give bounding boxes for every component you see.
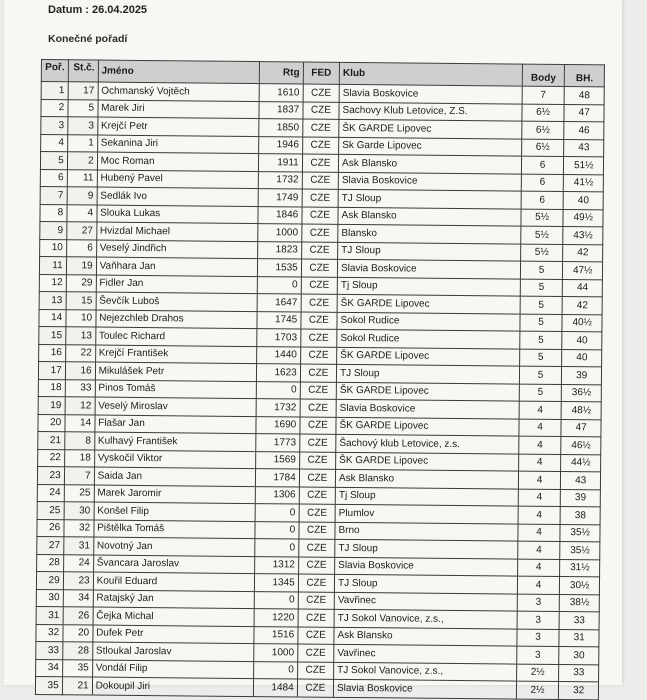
cell-name: Vyskočil Viktor <box>94 450 255 469</box>
cell-bh: 40 <box>562 332 602 350</box>
cell-points: 4 <box>517 541 560 559</box>
cell-points: 4 <box>518 506 561 524</box>
cell-rating: 0 <box>253 661 297 679</box>
cell-club: Vavřinec <box>334 644 517 663</box>
cell-fed: CZE <box>301 312 337 330</box>
cell-rating: 1484 <box>253 679 297 697</box>
cell-rank: 34 <box>36 659 63 677</box>
cell-points: 7 <box>522 86 565 104</box>
cell-points: 2½ <box>516 664 559 682</box>
cell-club: Slavia Boskovice <box>336 399 519 418</box>
cell-rating: 1000 <box>254 644 298 662</box>
cell-fed: CZE <box>301 259 337 277</box>
cell-start-no: 10 <box>66 309 96 327</box>
cell-bh: 43 <box>561 472 601 490</box>
cell-bh: 38 <box>560 507 600 525</box>
cell-bh: 51½ <box>564 157 604 175</box>
cell-points: 5½ <box>520 244 563 262</box>
cell-start-no: 11 <box>67 169 97 187</box>
cell-rank: 9 <box>40 221 67 239</box>
cell-name: Marek Jiri <box>98 100 259 119</box>
cell-points: 5 <box>519 349 562 367</box>
cell-rank: 18 <box>38 379 65 397</box>
cell-club: Slavia Boskovice <box>339 84 522 103</box>
cell-points: 3 <box>516 646 559 664</box>
cell-name: Ratajský Jan <box>93 590 254 609</box>
cell-fed: CZE <box>298 539 334 557</box>
cell-start-no: 22 <box>65 344 95 362</box>
cell-club: Blansko <box>338 224 521 243</box>
cell-rating: 1312 <box>254 556 298 574</box>
cell-start-no: 8 <box>64 432 94 450</box>
cell-fed: CZE <box>299 521 335 539</box>
cell-rank: 2 <box>41 99 68 117</box>
cell-club: Šachový klub Letovice, z.s. <box>336 434 519 453</box>
cell-rating: 1306 <box>255 486 299 504</box>
cell-rank: 27 <box>37 536 64 554</box>
cell-name: Švancara Jaroslav <box>93 555 254 574</box>
cell-start-no: 6 <box>66 239 96 257</box>
cell-rank: 25 <box>37 501 64 519</box>
cell-points: 4 <box>518 454 561 472</box>
cell-club: TJ Sloup <box>336 364 519 383</box>
cell-points: 3 <box>517 629 560 647</box>
cell-points: 4 <box>518 524 561 542</box>
cell-points: 6 <box>521 191 564 209</box>
cell-bh: 38½ <box>560 594 600 612</box>
cell-points: 4 <box>518 436 561 454</box>
cell-name: Vondál Filip <box>92 660 253 679</box>
cell-bh: 47½ <box>563 262 603 280</box>
cell-bh: 39 <box>562 367 602 385</box>
cell-club: TJ Sloup <box>335 539 518 558</box>
cell-start-no: 27 <box>66 222 96 240</box>
cell-bh: 40 <box>562 349 602 367</box>
cell-rating: 0 <box>255 539 299 557</box>
cell-rank: 7 <box>40 186 67 204</box>
cell-rating: 1440 <box>257 346 301 364</box>
cell-rating: 1837 <box>259 101 303 119</box>
cell-points: 5 <box>519 384 562 402</box>
cell-club: Slavia Boskovice <box>338 172 521 191</box>
cell-points: 4 <box>518 471 561 489</box>
cell-rank: 33 <box>36 641 63 659</box>
cell-name: Veselý Miroslav <box>95 397 256 416</box>
cell-rating: 1220 <box>254 609 298 627</box>
cell-club: Slavia Boskovice <box>333 679 516 698</box>
cell-rank: 4 <box>41 134 68 152</box>
cell-club: Ask Blansko <box>338 207 521 226</box>
cell-bh: 35½ <box>560 524 600 542</box>
cell-fed: CZE <box>302 137 338 155</box>
cell-rating: 1745 <box>257 311 301 329</box>
cell-name: Konšel Filip <box>94 502 255 521</box>
cell-bh: 48 <box>565 87 605 105</box>
cell-name: Fidler Jan <box>96 275 257 294</box>
cell-club: ŠK GARDE Lipovec <box>337 294 520 313</box>
cell-club: TJ Sloup <box>338 242 521 261</box>
cell-bh: 47 <box>561 419 601 437</box>
cell-fed: CZE <box>299 451 335 469</box>
cell-name: Toulec Richard <box>95 327 256 346</box>
cell-rank: 22 <box>38 449 65 467</box>
cell-points: 4 <box>517 559 560 577</box>
cell-rating: 1345 <box>254 574 298 592</box>
cell-start-no: 33 <box>65 379 95 397</box>
cell-name: Pištělka Tomáš <box>94 520 255 539</box>
cell-fed: CZE <box>302 189 338 207</box>
cell-rank: 32 <box>36 624 63 642</box>
cell-name: Moc Roman <box>97 152 258 171</box>
cell-rating: 1946 <box>259 136 303 154</box>
cell-start-no: 20 <box>63 624 93 642</box>
cell-fed: CZE <box>300 417 336 435</box>
section-title: Konečné pořadí <box>48 33 128 45</box>
cell-name: Kulhavý František <box>94 432 255 451</box>
cell-club: Plumlov <box>335 504 518 523</box>
cell-fed: CZE <box>300 399 336 417</box>
cell-rating: 1784 <box>255 469 299 487</box>
cell-bh: 46 <box>564 122 604 140</box>
cell-fed: CZE <box>299 504 335 522</box>
cell-start-no: 31 <box>63 537 93 555</box>
cell-bh: 43 <box>564 139 604 157</box>
cell-points: 5½ <box>520 226 563 244</box>
cell-rating: 1773 <box>256 434 300 452</box>
cell-start-no: 25 <box>64 484 94 502</box>
cell-rating: 0 <box>257 276 301 294</box>
cell-start-no: 19 <box>66 257 96 275</box>
cell-club: Brno <box>335 522 518 541</box>
cell-rank: 14 <box>39 309 66 327</box>
cell-fed: CZE <box>301 294 337 312</box>
cell-bh: 30 <box>559 647 599 665</box>
cell-fed: CZE <box>302 172 338 190</box>
cell-bh: 42 <box>562 297 602 315</box>
cell-fed: CZE <box>299 469 335 487</box>
cell-name: Nejezchleb Drahos <box>96 310 257 329</box>
cell-rating: 1610 <box>259 84 303 102</box>
cell-rating: 1911 <box>258 154 302 172</box>
cell-start-no: 13 <box>65 327 95 345</box>
cell-name: Slouka Lukas <box>97 205 258 224</box>
col-header-club: Klub <box>339 62 522 86</box>
cell-club: TJ Sloup <box>338 189 521 208</box>
cell-name: Čejka Michal <box>93 607 254 626</box>
cell-start-no: 23 <box>63 572 93 590</box>
cell-fed: CZE <box>303 102 339 120</box>
cell-points: 4 <box>518 489 561 507</box>
paper-sheet <box>4 0 622 696</box>
cell-points: 4 <box>517 576 560 594</box>
cell-fed: CZE <box>299 486 335 504</box>
col-header-fed: FED <box>303 62 340 84</box>
cell-name: Marek Jaromir <box>94 485 255 504</box>
cell-rating: 1823 <box>258 241 302 259</box>
cell-bh: 42 <box>563 244 603 262</box>
cell-rank: 19 <box>38 396 65 414</box>
cell-bh: 46½ <box>561 437 601 455</box>
cell-rating: 0 <box>255 521 299 539</box>
cell-fed: CZE <box>302 154 338 172</box>
cell-rating: 1000 <box>258 224 302 242</box>
cell-fed: CZE <box>300 382 336 400</box>
cell-start-no: 9 <box>67 187 97 205</box>
cell-start-no: 24 <box>63 554 93 572</box>
cell-fed: CZE <box>300 329 336 347</box>
cell-bh: 41½ <box>564 174 604 192</box>
cell-points: 6½ <box>521 139 564 157</box>
cell-points: 2½ <box>516 681 559 699</box>
cell-bh: 39 <box>561 489 601 507</box>
cell-rank: 1 <box>41 82 68 100</box>
cell-club: ŠK GARDE Lipovec <box>337 347 520 366</box>
cell-rank: 29 <box>36 571 63 589</box>
cell-start-no: 34 <box>63 589 93 607</box>
cell-start-no: 29 <box>66 274 96 292</box>
cell-fed: CZE <box>297 661 333 679</box>
cell-club: Sokol Rudice <box>337 312 520 331</box>
cell-points: 5 <box>519 331 562 349</box>
cell-points: 5 <box>520 314 563 332</box>
cell-club: ŠK GARDE Lipovec <box>339 119 522 138</box>
cell-points: 6½ <box>521 121 564 139</box>
cell-fed: CZE <box>298 574 334 592</box>
cell-rating: 1846 <box>258 206 302 224</box>
cell-fed: CZE <box>297 679 333 697</box>
cell-rank: 17 <box>38 361 65 379</box>
cell-club: Ask Blansko <box>334 627 517 646</box>
cell-rating: 1623 <box>256 364 300 382</box>
cell-fed: CZE <box>298 556 334 574</box>
cell-points: 4 <box>519 419 562 437</box>
cell-rank: 35 <box>35 676 62 694</box>
cell-start-no: 15 <box>66 292 96 310</box>
cell-rank: 28 <box>37 554 64 572</box>
cell-club: TJ Sokol Vanovice, z.s., <box>334 609 517 628</box>
cell-name: Hvizdal Michael <box>96 222 257 241</box>
cell-points: 5 <box>520 261 563 279</box>
cell-club: Sachovy Klub Letovice, Z.S. <box>339 102 522 121</box>
cell-rank: 6 <box>40 169 67 187</box>
cell-rank: 16 <box>39 344 66 362</box>
cell-fed: CZE <box>301 224 337 242</box>
cell-points: 3 <box>517 611 560 629</box>
cell-name: Novotný Jan <box>93 537 254 556</box>
cell-fed: CZE <box>301 242 337 260</box>
col-header-points: Body <box>522 64 565 86</box>
cell-name: Stloukal Jaroslav <box>92 642 253 661</box>
cell-club: Slavia Boskovice <box>335 557 518 576</box>
cell-points: 6 <box>521 156 564 174</box>
cell-rating: 1690 <box>256 416 300 434</box>
cell-name: Krejčí František <box>95 345 256 364</box>
cell-rating: 1749 <box>258 189 302 207</box>
cell-start-no: 35 <box>62 659 92 677</box>
cell-start-no: 21 <box>62 677 92 695</box>
cell-bh: 30½ <box>560 577 600 595</box>
cell-fed: CZE <box>299 434 335 452</box>
col-header-bh: BH. <box>565 65 605 87</box>
cell-fed: CZE <box>301 277 337 295</box>
cell-start-no: 3 <box>67 117 97 135</box>
cell-club: Sokol Rudice <box>337 329 520 348</box>
cell-name: Dufek Petr <box>93 625 254 644</box>
cell-name: Sedlák Ivo <box>97 187 258 206</box>
cell-bh: 47 <box>564 104 604 122</box>
standings-table <box>35 59 605 700</box>
cell-bh: 43½ <box>563 227 603 245</box>
cell-name: Dokoupil Jiri <box>92 677 253 696</box>
cell-rating: 0 <box>254 591 298 609</box>
cell-name: Mikulášek Petr <box>95 362 256 381</box>
cell-fed: CZE <box>302 207 338 225</box>
cell-name: Hubený Pavel <box>97 170 258 189</box>
cell-club: Ask Blansko <box>338 154 521 173</box>
cell-rating: 1569 <box>256 451 300 469</box>
cell-start-no: 12 <box>65 397 95 415</box>
cell-rank: 8 <box>40 204 67 222</box>
cell-club: ŠK GARDE Lipovec <box>336 417 519 436</box>
col-header-name: Jméno <box>98 60 260 84</box>
cell-name: Vaňhara Jan <box>96 257 257 276</box>
cell-name: Veselý Jindřich <box>96 240 257 259</box>
cell-rating: 1535 <box>257 259 301 277</box>
cell-club: Tj Sloup <box>335 487 518 506</box>
cell-fed: CZE <box>298 591 334 609</box>
cell-rating: 0 <box>256 381 300 399</box>
cell-rating: 1516 <box>254 626 298 644</box>
cell-rank: 31 <box>36 606 63 624</box>
cell-points: 5 <box>520 279 563 297</box>
cell-club: Tj Sloup <box>337 277 520 296</box>
cell-name: Ochmanský Vojtěch <box>98 82 259 101</box>
cell-rank: 13 <box>39 291 66 309</box>
cell-start-no: 32 <box>64 519 94 537</box>
cell-club: Ask Blansko <box>335 469 518 488</box>
cell-start-no: 2 <box>67 152 97 170</box>
cell-club: ŠK GARDE Lipovec <box>336 382 519 401</box>
cell-fed: CZE <box>298 626 334 644</box>
cell-club: Slavia Boskovice <box>337 259 520 278</box>
cell-rank: 20 <box>38 414 65 432</box>
cell-bh: 44 <box>563 279 603 297</box>
cell-rank: 11 <box>39 256 66 274</box>
cell-rank: 23 <box>37 466 64 484</box>
cell-points: 6½ <box>522 104 565 122</box>
cell-fed: CZE <box>300 347 336 365</box>
cell-club: TJ Sokol Vanovice, z.s., <box>334 662 517 681</box>
cell-bh: 33 <box>559 664 599 682</box>
cell-bh: 31 <box>559 629 599 647</box>
document-date: Datum : 26.04.2025 <box>48 4 148 16</box>
cell-name: Sekanina Jiri <box>97 135 258 154</box>
cell-bh: 48½ <box>561 402 601 420</box>
cell-start-no: 1 <box>67 134 97 152</box>
cell-rank: 15 <box>39 326 66 344</box>
cell-start-no: 7 <box>64 467 94 485</box>
cell-club: Vavřinec <box>334 592 517 611</box>
cell-bh: 33 <box>559 612 599 630</box>
cell-points: 6 <box>521 174 564 192</box>
cell-start-no: 26 <box>63 607 93 625</box>
cell-bh: 36½ <box>562 384 602 402</box>
cell-rating: 0 <box>255 504 299 522</box>
cell-fed: CZE <box>302 119 338 137</box>
cell-fed: CZE <box>303 84 339 102</box>
cell-rank: 5 <box>40 152 67 170</box>
cell-name: Saida Jan <box>94 467 255 486</box>
cell-fed: CZE <box>298 609 334 627</box>
cell-name: Pinos Tomáš <box>95 380 256 399</box>
cell-name: Kouřil Eduard <box>93 572 254 591</box>
cell-bh: 32 <box>559 682 599 700</box>
cell-start-no: 14 <box>65 414 95 432</box>
cell-club: ŠK GARDE Lipovec <box>336 452 519 471</box>
cell-points: 5 <box>520 296 563 314</box>
cell-bh: 49½ <box>563 209 603 227</box>
cell-start-no: 17 <box>68 82 98 100</box>
cell-rating: 1703 <box>257 329 301 347</box>
cell-start-no: 30 <box>64 502 94 520</box>
col-header-rating: Rtg <box>259 62 303 84</box>
cell-rank: 30 <box>36 589 63 607</box>
cell-bh: 31½ <box>560 559 600 577</box>
cell-fed: CZE <box>297 644 333 662</box>
col-header-start-no: St.č. <box>68 60 98 82</box>
cell-points: 4 <box>519 401 562 419</box>
col-header-rank: Poř. <box>41 60 68 82</box>
cell-rating: 1647 <box>257 294 301 312</box>
cell-bh: 40 <box>564 192 604 210</box>
cell-bh: 44½ <box>561 454 601 472</box>
cell-rank: 12 <box>39 274 66 292</box>
cell-name: Flašar Jan <box>95 415 256 434</box>
cell-points: 3 <box>517 594 560 612</box>
cell-start-no: 28 <box>62 642 92 660</box>
cell-points: 5 <box>519 366 562 384</box>
cell-rank: 3 <box>41 117 68 135</box>
cell-rank: 21 <box>38 431 65 449</box>
cell-rank: 10 <box>40 239 67 257</box>
cell-rating: 1732 <box>258 171 302 189</box>
cell-start-no: 5 <box>68 99 98 117</box>
cell-club: TJ Sloup <box>334 574 517 593</box>
cell-rating: 1850 <box>259 119 303 137</box>
cell-start-no: 18 <box>64 449 94 467</box>
cell-club: Sk Garde Lipovec <box>339 137 522 156</box>
cell-start-no: 4 <box>67 204 97 222</box>
cell-bh: 35½ <box>560 542 600 560</box>
cell-start-no: 16 <box>65 362 95 380</box>
cell-rank: 24 <box>37 484 64 502</box>
cell-bh: 40½ <box>562 314 602 332</box>
cell-fed: CZE <box>300 364 336 382</box>
table-body <box>35 82 604 700</box>
cell-rank: 26 <box>37 519 64 537</box>
cell-name: Ševčík Luboš <box>96 292 257 311</box>
cell-points: 5½ <box>521 209 564 227</box>
cell-name: Krejčí Petr <box>97 117 258 136</box>
cell-rating: 1732 <box>256 399 300 417</box>
